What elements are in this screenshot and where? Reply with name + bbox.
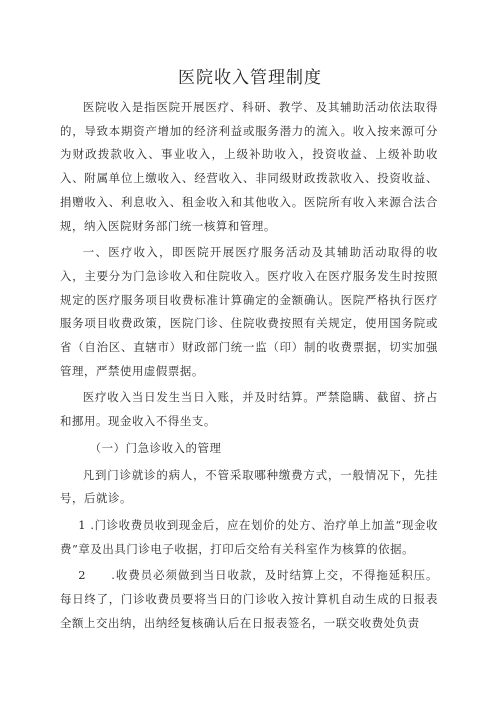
document-title: 医院收入管理制度 — [178, 68, 322, 88]
paragraph-registration: 凡到门诊就诊的病人，不管采取哪种缴费方式，一般情况下，先挂号，后就诊。 — [60, 467, 438, 506]
paragraph-item-2: 2 .收费员必须做到当日收款，及时结算上交，不得拖延积压。每日终了，门诊收费员要将当日的门诊收入按计算机自动生成的日报表全额上交出纳，出纳经复核确认后在日报表签名，一联交收费处负责 — [60, 568, 438, 630]
paragraph-medical-income: 一、医疗收入，即医院开展医疗服务活动及其辅助活动取得的收入，主要分为门急诊收入和住院收入。医疗收入在医疗服务发生时按照规定的医疗服务项目收费标准计算确定的金额确认。医院严格执行医疗服务项目收费政策，医院门诊、住院收费按照有关规定，使用国务院或省（自治区、直辖市）财政部门统一监（印）制的收费票据，切实加强管理，严禁使用虚假票据。 — [60, 245, 438, 378]
paragraph-intro: 医院收入是指医院开展医疗、科研、教学、及其辅助活动依法取得的，导致本期资产增加的经济利益或服务潜力的流入。收入按来源可分为财政拨款收入、事业收入，上级补助收入，投资收益、上级补助收入、附属单位上缴收入、经营收入、非同级财政拨款收入、投资收益、捐赠收入、利息收入、租金收入和其他收入。医院所有收入来源合法合规，纳入医院财务部门统一核算和管理。 — [60, 100, 438, 233]
paragraph-item-1: 1 .门诊收费员收到现金后，应在划价的处方、治疗单上加盖“现金收费”章及出具门诊电子收据，打印后交给有关科室作为核算的依据。 — [60, 517, 438, 556]
document-body — [60, 96, 438, 635]
paragraph-daily-entry: 医疗收入当日发生当日入账，并及时结算。严禁隐瞒、截留、挤占和挪用。现金收入不得坐支。 — [60, 390, 438, 429]
section-heading-outpatient: （一）门急诊收入的管理 — [89, 440, 222, 455]
